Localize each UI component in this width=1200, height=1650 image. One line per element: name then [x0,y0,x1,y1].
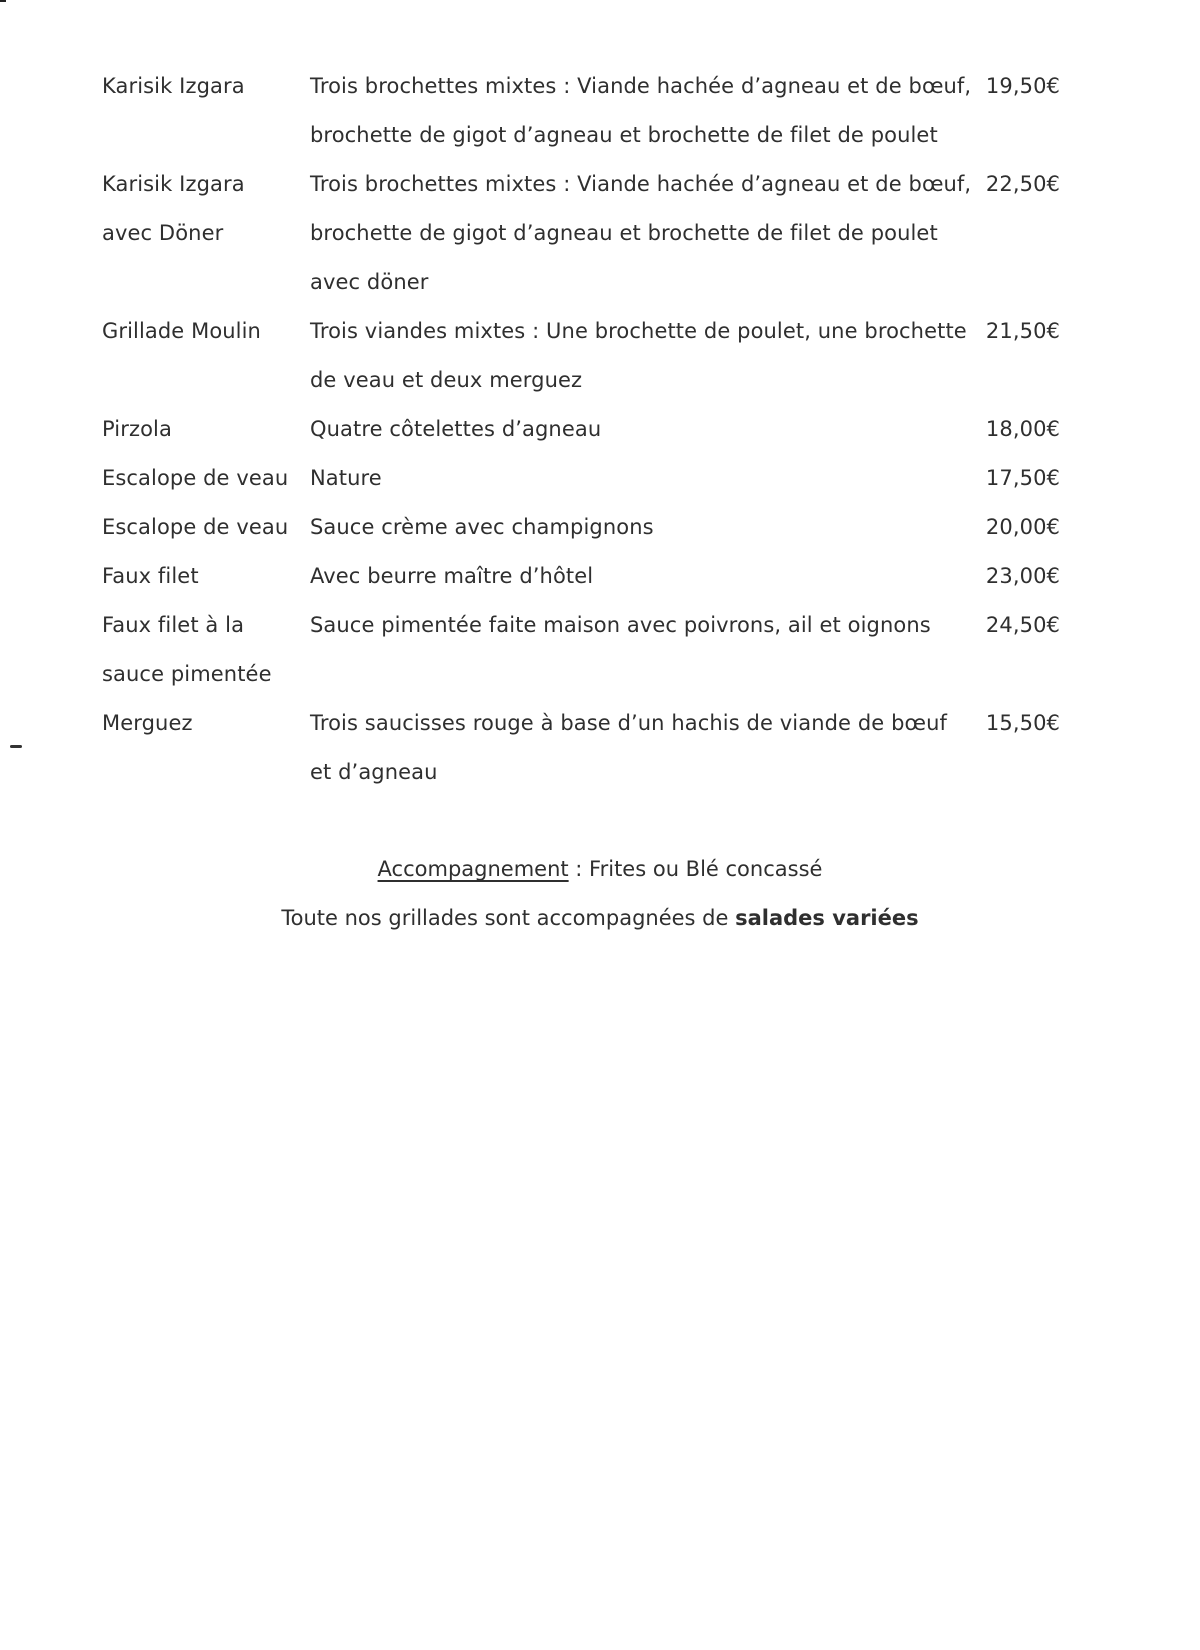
dish-price: 24,50€ [985,613,1060,637]
dish-name-line: Faux filet à la [102,613,245,637]
dish-price: 17,50€ [985,466,1060,490]
dish-price: 15,50€ [985,711,1060,735]
menu-item [102,699,1102,797]
menu-item [102,405,1102,454]
dish-description-line: Sauce crème avec champignons [310,515,654,539]
dish-name-line: Escalope de veau [102,466,289,490]
dish-description-line: de veau et deux merguez [310,368,583,392]
salad-note [0,906,1200,930]
dish-description [310,405,976,454]
dish-name-line: Merguez [102,711,193,735]
dish-price: 19,50€ [985,74,1060,98]
dish-name-line: Karisik Izgara [102,74,245,98]
menu-item [102,307,1102,405]
dish-name-line: Faux filet [102,564,199,588]
menu-item [102,601,1102,699]
dish-price: 23,00€ [985,564,1060,588]
accompaniment-note [0,857,1200,881]
menu-item [102,454,1102,503]
dish-name-line: sauce pimentée [102,662,272,686]
dish-description [310,699,976,797]
scan-mark [0,0,6,2]
dish-description-line: avec döner [310,270,429,294]
dish-name [102,699,310,797]
dish-name-line: Escalope de veau [102,515,289,539]
dish-description-line: brochette de gigot d’agneau et brochette de filet de poulet [310,123,938,147]
dish-name [102,405,310,454]
menu-item [102,62,1102,160]
dish-name [102,307,310,405]
dish-name-line: avec Döner [102,221,224,245]
dish-description-line: Nature [310,466,382,490]
dish-description-line: Avec beurre maître d’hôtel [310,564,594,588]
menu-list [102,62,1102,797]
dish-description-line: Trois brochettes mixtes : Viande hachée d’agneau et de bœuf, [310,74,972,98]
salad-note-bold: salades variées [735,906,919,930]
dish-description-line: brochette de gigot d’agneau et brochette de filet de poulet [310,221,938,245]
dish-name-line: Pirzola [102,417,172,441]
dish-name [102,601,310,699]
dish-name [102,160,310,307]
dish-name [102,454,310,503]
dish-name [102,62,310,160]
menu-item [102,552,1102,601]
dish-price: 18,00€ [985,417,1060,441]
scan-mark [10,745,22,748]
accompaniment-label: Accompagnement [377,857,569,881]
dish-description [310,160,976,307]
dish-price: 22,50€ [985,172,1060,196]
dish-description [310,503,976,552]
dish-name [102,552,310,601]
dish-description-line: et d’agneau [310,760,438,784]
dish-description-line: Trois viandes mixtes : Une brochette de poulet, une brochette [310,319,967,343]
dish-price: 21,50€ [985,319,1060,343]
dish-description-line: Trois saucisses rouge à base d’un hachis de viande de bœuf [310,711,947,735]
salad-note-prefix: Toute nos grillades sont accompagnées de [281,906,736,930]
menu-item [102,160,1102,307]
dish-description [310,601,976,699]
dish-price: 20,00€ [985,515,1060,539]
dish-name-line: Grillade Moulin [102,319,261,343]
accompaniment-text: : Frites ou Blé concassé [568,857,823,881]
dish-description [310,454,976,503]
dish-name [102,503,310,552]
dish-description [310,62,976,160]
dish-description-line: Trois brochettes mixtes : Viande hachée d’agneau et de bœuf, [310,172,972,196]
dish-description-line: Quatre côtelettes d’agneau [310,417,602,441]
dish-description [310,552,976,601]
dish-description-line: Sauce pimentée faite maison avec poivrons, ail et oignons [310,613,931,637]
dish-description [310,307,976,405]
menu-item [102,503,1102,552]
dish-name-line: Karisik Izgara [102,172,245,196]
